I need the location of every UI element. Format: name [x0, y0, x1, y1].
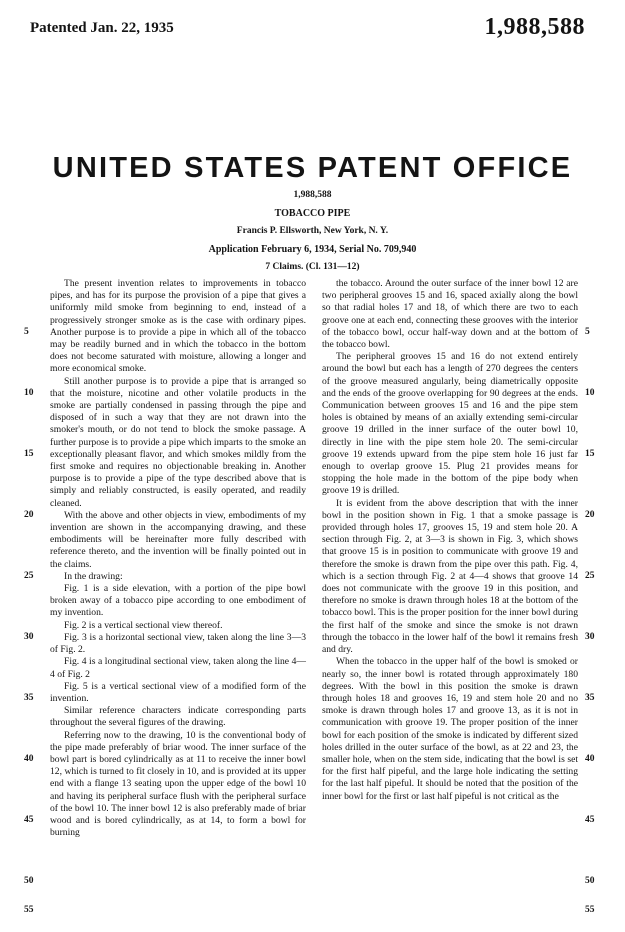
paragraph: The present invention relates to improvements in tobacco pipes, and has for its purpose the provision of a pipe that gives a uniformly mild smoke from beginning to end, instead of a progressively stronger smoke as is the case with ordinary pipes. Another purpose is to provide a pipe in which all of the tobacco may be readily burned and in which the tobacco in the bottom does not become saturated with moisture, allowing a longer and more economical smoke.	[50, 278, 306, 375]
paragraph: Fig. 2 is a vertical sectional view thereof.	[64, 619, 223, 631]
line-number: 45	[24, 815, 34, 825]
line-number: 20	[24, 510, 34, 520]
line-number: 30	[24, 632, 34, 642]
line-number: 55	[585, 905, 595, 915]
paragraph: Fig. 1 is a side elevation, with a portion of the pipe bowl broken away of a tobacco pipe according to one embodiment of my invention.	[50, 583, 306, 619]
paragraph: Similar reference characters indicate corresponding parts throughout the several figures of the drawing.	[50, 705, 306, 729]
line-number: 50	[585, 876, 595, 886]
office-title: UNITED STATES PATENT OFFICE	[52, 152, 573, 184]
right-column	[322, 278, 578, 803]
line-number: 25	[585, 571, 595, 581]
patent-date: Patented Jan. 22, 1935	[30, 20, 174, 36]
invention-title: TOBACCO PIPE	[274, 208, 351, 219]
paragraph: Fig. 3 is a horizontal sectional view, taken along the line 3—3 of Fig. 2.	[50, 631, 306, 656]
line-number: 45	[585, 815, 595, 825]
patent-number: 1,988,588	[484, 14, 585, 40]
paragraph: Referring now to the drawing, 10 is the conventional body of the pipe made preferably of briar wood. The inner surface of the bowl part is bored cylindrically as at 11 to receive the inner bowl 12, which is turned to fit closely in 10, and is provided at its upper end with a flange 13 seating upon the upper edge of the bowl 10 and having its peripheral surface flush with the peripheral surface of the bowl 10. The inner bowl 12 is also preferably made of briar wood and is bored cylindrically, as at 14, to form a bowl for burning	[50, 729, 306, 839]
line-number: 10	[585, 388, 595, 398]
line-number: 15	[585, 449, 595, 459]
application-line: Application February 6, 1934, Serial No. 709,940	[208, 244, 417, 255]
inventor-line: Francis P. Ellsworth, New York, N. Y.	[236, 226, 389, 236]
paragraph: In the drawing:	[64, 570, 123, 582]
paragraph: Still another purpose is to provide a pipe that is arranged so that the moisture, nicotine and other volatile products in the smoke are partially condensed in passing through the pipe and disposed of in such a way that they are not drawn into the smoker's mouth, or do not tend to block the smoke passage. A further purpose is to provide a pipe which imparts to the smoke an exceptionally pleasant flavor, and which smokes mildly from the first smoke and requires no objectionable breaking in. Another purpose is to provide a pipe of the type described above that is simply and reliably constructed, is easily operated, and readily cleaned.	[50, 375, 306, 509]
line-number: 35	[24, 693, 34, 703]
paragraph: Fig. 4 is a longitudinal sectional view, taken along the line 4—4 of Fig. 2	[50, 656, 306, 680]
line-number: 25	[24, 571, 34, 581]
line-number: 5	[24, 327, 29, 337]
paragraph: The peripheral grooves 15 and 16 do not extend entirely around the bowl but each has a length of 270 degrees the centers of the groove measured angularly, being diametrically opposite and the ends of the groove overlapping for 90 degrees at the ends. Communication between grooves 15 and 16 and the pipe stem holes is obtained by means of an axially extending semi-circular groove 19 drilled in the inner surface of the outer bowl 10, directly in line with the pipe stem hole 20. The semi-circular groove 19 extends upward from the pipe stem hole 16 just far enough to overlap groove 15. Plug 21 provides means for stopping the hole made in the bottom of the pipe body when groove 19 is drilled.	[322, 351, 578, 497]
line-number: 50	[24, 876, 34, 886]
paragraph: Fig. 5 is a vertical sectional view of a modified form of the invention.	[50, 680, 306, 704]
paragraph: With the above and other objects in view, embodiments of my invention are shown in the accompanying drawing, and these embodiments will be hereinafter more fully described with reference thereto, and the invention will be finally pointed out in the claims.	[50, 509, 306, 570]
line-number: 10	[24, 388, 34, 398]
paragraph: When the tobacco in the upper half of the bowl is smoked or nearly so, the inner bowl is rotated through approximately 180 degrees. With the bowl in this position the smoke is drawn through holes 18 and grooves 16, 19 and stem hole 20 and no smoke is drawn through holes 17 and groove 13, as it is not in communication with groove 19. The proper position of the inner bowl for each position of the smoke is indicated by different sized holes drilled in the outer surface of the bowl, as at 22 and 23, the smaller hole, when on the stem side, indicating that the bowl is set for the first half pipeful, and the large hole indicating the setting for the last half pipeful. It should be noted that the position of the inner bowl for the first or last half pipeful is not critical as the	[322, 656, 578, 802]
line-number: 15	[24, 449, 34, 459]
line-number: 40	[24, 754, 34, 764]
line-number: 40	[585, 754, 595, 764]
paragraph: It is evident from the above description that with the inner bowl in the position shown in Fig. 1 that a smoke passage is provided through holes 17, grooves 15, 19 and stem hole 20. A section through Fig. 2, at 3—3 is shown in Fig. 3, which shows that groove 15 is in position to communicate with groove 19 and therefore the smoke is drawn from the pipe over this path. Fig. 4, which is a section through Fig. 2 at 4—4 shows that groove 14 does not communicate with the groove 19 in this position, and therefore no smoke is drawn through holes 18 at the bottom of the tobacco bowl. This is the proper position for the inner bowl during the first half of the smoke and since the smoke is not drawn through the tobacco in the lower half of the bowl it remains fresh and dry.	[322, 497, 578, 656]
line-number: 5	[585, 327, 590, 337]
meta-number: 1,988,588	[293, 190, 332, 200]
left-column	[50, 278, 306, 839]
line-number: 35	[585, 693, 595, 703]
paragraph: the tobacco. Around the outer surface of the inner bowl 12 are two peripheral grooves 15 and 16, spaced axially along the bowl so that radial holes 17 and 18, of which there are two to each groove one at each end, connecting these grooves with the interior of the tobacco bowl, occur half-way down and at the bottom of the tobacco bowl.	[322, 278, 578, 351]
line-number: 20	[585, 510, 595, 520]
claims-line: 7 Claims. (Cl. 131—12)	[265, 262, 360, 272]
line-number: 55	[24, 905, 34, 915]
line-number: 30	[585, 632, 595, 642]
